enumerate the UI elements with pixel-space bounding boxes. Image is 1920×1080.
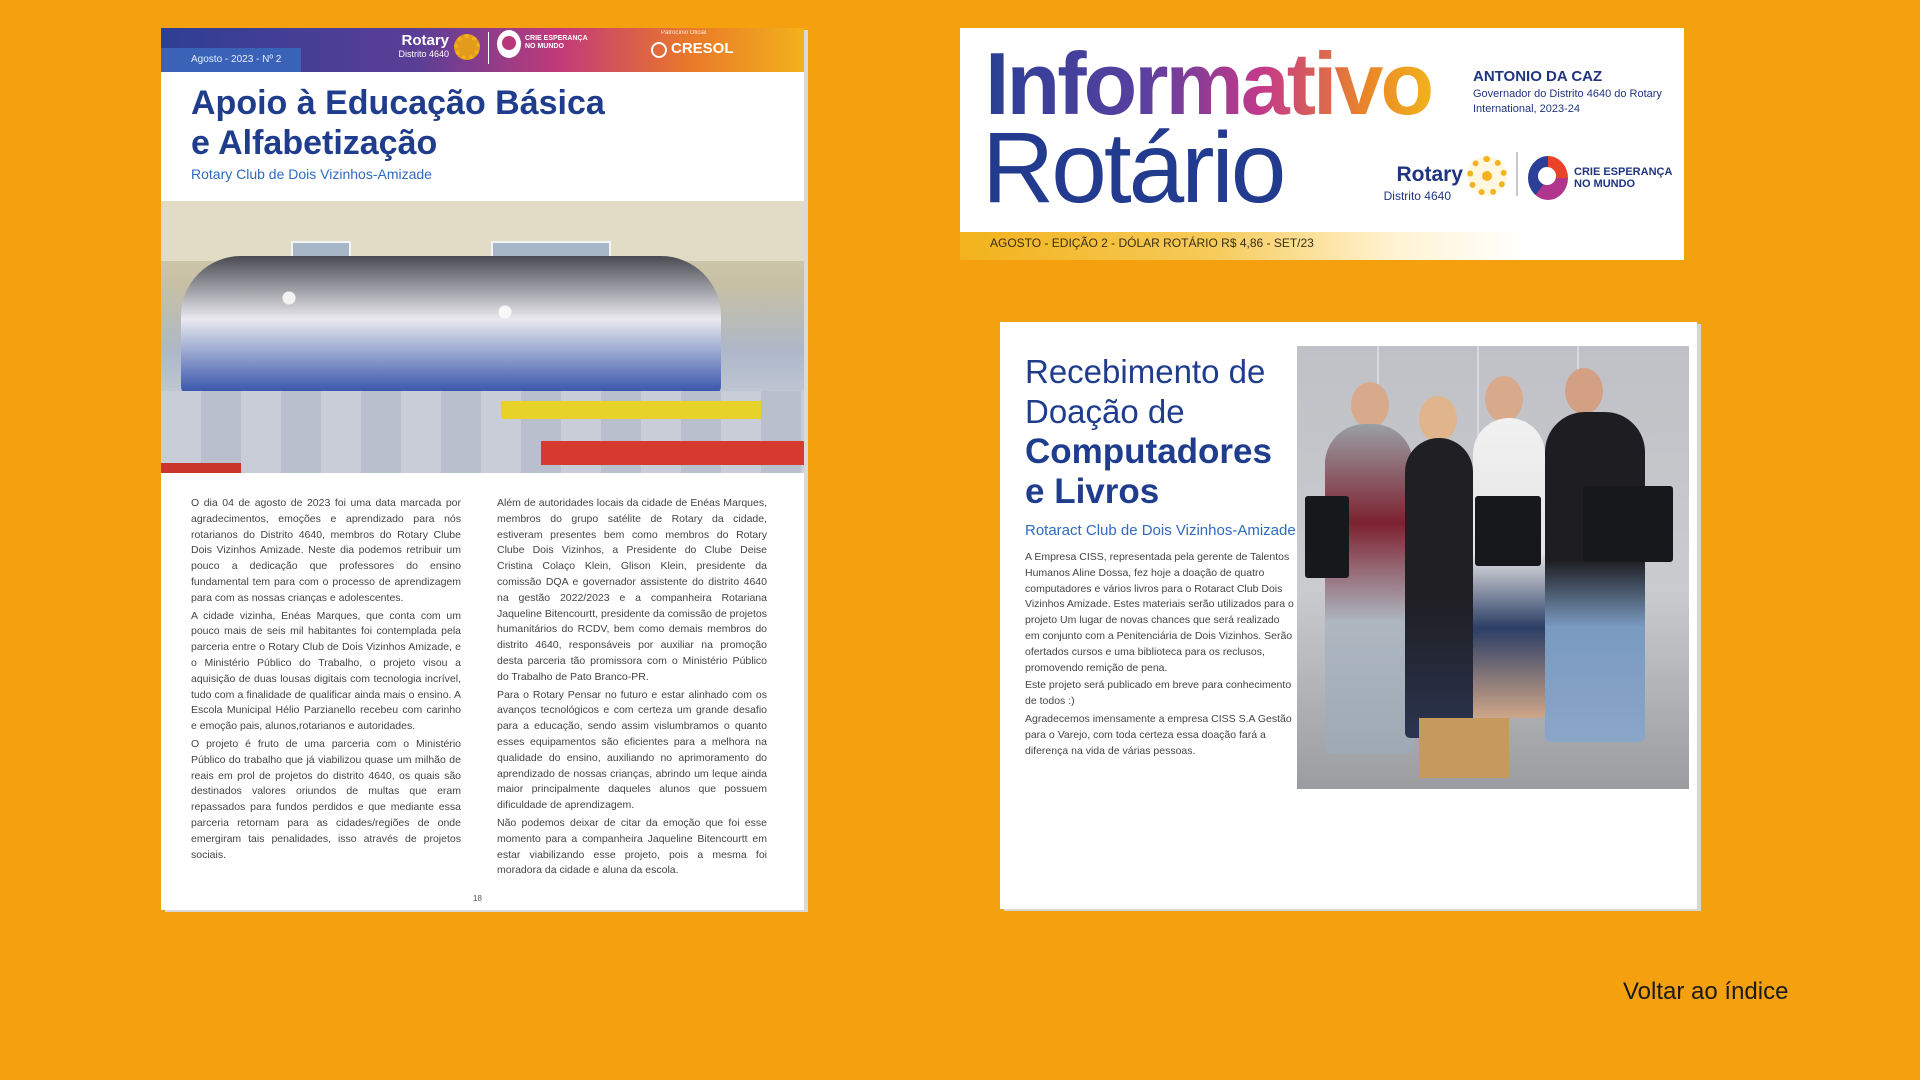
crie-esperanca-icon	[497, 30, 521, 58]
team-photo	[1297, 346, 1689, 789]
article-page-education	[161, 28, 804, 910]
photo-person	[1545, 412, 1645, 742]
group-photo	[161, 201, 804, 473]
governor-role: Governador do Distrito 4640 do Rotary International, 2023-24	[1473, 88, 1662, 115]
cresol-logo-text: CRESOL	[671, 40, 734, 57]
paragraph: A cidade vizinha, Enéas Marques, que conta com um pouco mais de seis mil habitantes foi contemplada pela parceria entre o Rotary Club de Dois Vizinhos Amizade, e o Ministério Público do Trabalho, o projeto visou a aquisição de duas lousas digitais com tecnologia incrível, tudo com a finalidade de qualificar ainda mais o ensino. A Escola Municipal Hélio Parzianello recebeu com carinho e emoção pais, alunos,rotarianos e autoridades.	[191, 609, 461, 733]
paragraph: Além de autoridades locais da cidade de Enéas Marques, membros do grupo satélite de Rotary da cidade, estiveram presentes bem como membros do Rotary Clube Dois Vizinhos, a Presidente do Clube Deise Cristina Colaço Klein, Glison Klein, presidente da comissão DQA e governador assistente do distrito 4640 na gestão 2022/2023 e a companheira Rotariana Jaqueline Bitencourtt, presidente da comissão de projetos humanitários do RCDV, bem como demais membros do distrito 4640, responsáveis por auxiliar na promoção desta parceria tão promissora com o Ministério Público do Trabalho de Pato Branco-PR.	[497, 497, 767, 683]
photo-wall	[161, 201, 804, 261]
article-page-donation	[1000, 322, 1697, 909]
photo-person-head	[1419, 396, 1457, 442]
donation-title-bold	[1025, 432, 1275, 512]
banner-divider	[488, 32, 489, 64]
paragraph: Para o Rotary Pensar no futuro e estar alinhado com os avanços tecnológicos e com certeza um grande desafio para a educação, sendo assim vislumbramos o quanto esses equipamentos são eficientes para a melhora na qualidade do ensino, auxiliando no aprimoramento do aprendizado de nossas crianças, abrindo um leque ainda maior principalmente daqueles alunos que possuem dificuldade de aprendizagem.	[497, 688, 767, 812]
donation-title-line2: Doação de	[1025, 393, 1185, 430]
banner-rotary-name: Rotary	[401, 32, 449, 49]
page-banner	[161, 28, 804, 72]
donation-title-bold2: e Livros	[1025, 472, 1160, 511]
crie-esperanca-icon	[1528, 156, 1568, 200]
banner-rotary-text	[381, 32, 449, 59]
rotary-wheel-icon	[1467, 156, 1507, 196]
governor-name: ANTONIO DA CAZ	[1473, 68, 1603, 85]
banner-crie-text	[525, 35, 588, 51]
paragraph: Este projeto será publicado em breve para conhecimento de todos :)	[1025, 679, 1292, 708]
photo-book-box	[1419, 718, 1509, 778]
donation-title-line1: Recebimento de	[1025, 353, 1266, 390]
masthead-rotary-name: Rotary	[1396, 163, 1463, 186]
donation-subtitle: Rotaract Club de Dois Vizinhos-Amizade	[1025, 522, 1296, 539]
banner-district: Distrito 4640	[398, 49, 449, 59]
article-column-1	[191, 496, 461, 865]
masthead-crie-line1: CRIE ESPERANÇA	[1574, 166, 1673, 178]
photo-computer	[1475, 496, 1541, 566]
article-title-line2: e Alfabetização	[191, 124, 438, 162]
photo-person-head	[1565, 368, 1603, 414]
masthead-title-top: Informativo	[985, 34, 1432, 133]
donation-body	[1025, 550, 1295, 761]
paragraph: O dia 04 de agosto de 2023 foi uma data marcada por agradecimentos, emoções e aprendizado para nós rotarianos do Distrito 4640, membros do Rotary Clube Dois Vizinhos Amizade. Neste dia podemos retribuir um pouco a dedicação que professores do ensino fundamental tem para com o processo de aprendizagem para com as nossas crianças e adolescentes.	[191, 497, 461, 604]
paragraph: Agradecemos imensamente a empresa CISS S.A Gestão para o Varejo, com toda certeza essa doação fará a diferença na vida de várias pessoas.	[1025, 712, 1292, 757]
photo-computer	[1583, 486, 1673, 562]
banner-crie-line2: NO MUNDO	[525, 43, 564, 50]
rotary-wheel-icon	[454, 34, 480, 60]
banner-crie-line1: CRIE ESPERANÇA	[525, 35, 588, 42]
paragraph: O projeto é fruto de uma parceria com o Ministério Público do trabalho que já viabilizou quase um milhão de reais em prol de projetos do distrito 4640, os quais são destinados valores oriundos de multas que eram repassados para fundos perdidos e que mediante essa parceria retornam para as cidades/regiões de onde emergiram tais penalidades, isso através de projetos sociais.	[191, 737, 461, 861]
photo-crowd	[181, 256, 721, 396]
article-column-2	[497, 496, 767, 881]
newsletter-masthead	[960, 28, 1684, 260]
photo-bench	[501, 401, 761, 419]
page-number: 18	[473, 894, 482, 903]
photo-person	[1473, 418, 1545, 718]
masthead-title-bottom: Rotário	[982, 112, 1284, 224]
photo-person	[1325, 424, 1413, 754]
issue-label: Agosto - 2023 - Nº 2	[161, 48, 301, 72]
edition-info: AGOSTO - EDIÇÃO 2 - DÓLAR ROTÁRIO R$ 4,86 - SET/23	[990, 236, 1314, 250]
article-title	[191, 83, 711, 163]
photo-computer	[1305, 496, 1349, 578]
photo-bench	[161, 463, 241, 473]
article-subtitle: Rotary Club de Dois Vizinhos-Amizade	[191, 166, 432, 182]
paragraph: A Empresa CISS, representada pela gerente de Talentos Humanos Aline Dossa, fez hoje a doação de quatro computadores e vários livros para o Rotaract Club Dois Vizinhos Amizade. Estes materiais serão utilizados para o projeto Um lugar de novas chances que será realizado em conjunto com a Penitenciária de Dois Vizinhos. Serão ofertados cursos e uma biblioteca para os reclusos, promovendo remição de pena.	[1025, 551, 1294, 674]
cresol-icon	[651, 42, 667, 58]
article-title-line1: Apoio à Educação Básica	[191, 84, 605, 122]
photo-person-head	[1485, 376, 1523, 422]
paragraph: Não podemos deixar de citar da emoção que foi esse momento para a companheira Jaqueline Bitencourtt em estar viabilizando esse projeto, pois a mesma foi moradora da cidade e aluna da escola.	[497, 816, 767, 877]
donation-title-light	[1025, 352, 1265, 432]
back-to-index-link[interactable]: Voltar ao índice	[1623, 978, 1789, 1005]
masthead-crie-line2: NO MUNDO	[1574, 178, 1636, 190]
masthead-district: Distrito 4640	[1383, 189, 1451, 203]
photo-person	[1405, 438, 1473, 738]
photo-bench	[541, 441, 804, 465]
masthead-divider	[1516, 152, 1518, 196]
masthead-crie-text	[1574, 166, 1672, 190]
sponsor-label: Patrocínio Oficial	[661, 30, 707, 36]
photo-person-head	[1351, 382, 1389, 428]
donation-title-bold1: Computadores	[1025, 432, 1272, 471]
